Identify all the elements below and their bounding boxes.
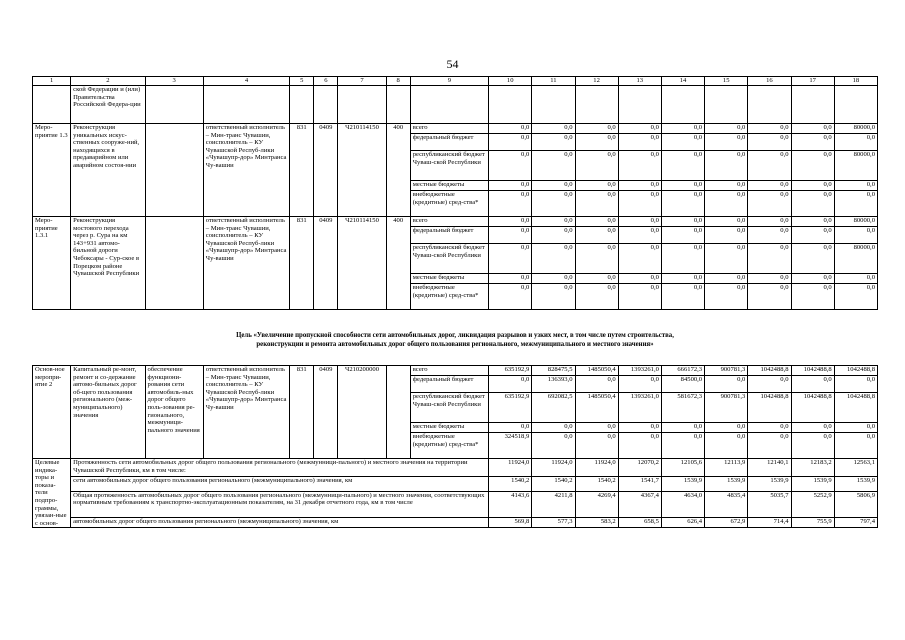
block-col3	[145, 124, 203, 217]
value-cell: 1539,9	[748, 477, 791, 491]
value-cell: 11924,0	[532, 459, 575, 477]
block-col7: Ч210200000	[338, 366, 386, 459]
header-cell: 9	[410, 77, 488, 86]
value-cell: 0,0	[489, 274, 532, 284]
indicator-text: автомобильных дорог общего пользования регионального (межмуниципального) значения, км	[71, 518, 489, 528]
value-cell: 11924,0	[489, 459, 532, 477]
value-cell: 12113,9	[705, 459, 748, 477]
value-cell: 1042488,8	[791, 366, 834, 376]
value-cell: 0,0	[748, 151, 791, 181]
value-cell: 0,0	[748, 274, 791, 284]
value-cell: 0,0	[618, 244, 661, 274]
value-cell: 1042488,8	[834, 393, 877, 423]
source-label: всего	[410, 124, 488, 134]
value-cell: 1539,9	[834, 477, 877, 491]
block-col7: Ч210114150	[338, 124, 386, 217]
value-cell: 0,0	[791, 151, 834, 181]
value-cell: 11924,0	[575, 459, 618, 477]
value-cell: 0,0	[791, 284, 834, 310]
value-cell: 0,0	[705, 181, 748, 191]
value-cell: 0,0	[489, 151, 532, 181]
value-cell: 0,0	[489, 244, 532, 274]
value-cell: 0,0	[575, 151, 618, 181]
value-cell: 0,0	[791, 124, 834, 134]
indicators-label: Целевые индика-торы и показа-тели подпро-граммы, увязан-ные с основ-	[33, 459, 71, 528]
block-col6: 0409	[314, 217, 338, 310]
value-cell: 136393,0	[532, 376, 575, 393]
value-cell: 0,0	[618, 274, 661, 284]
value-cell: 1540,2	[575, 477, 618, 491]
value-cell: 0,0	[834, 423, 877, 433]
value-cell: 5035,7	[748, 491, 791, 518]
block-col5: 831	[290, 366, 314, 459]
value-cell: 0,0	[705, 274, 748, 284]
value-cell: 0,0	[532, 124, 575, 134]
value-cell: 0,0	[575, 284, 618, 310]
value-cell: 0,0	[532, 274, 575, 284]
header-cell: 15	[705, 77, 748, 86]
value-cell: 12183,2	[791, 459, 834, 477]
value-cell: 0,0	[661, 134, 704, 151]
value-cell: 0,0	[791, 134, 834, 151]
value-cell: 0,0	[834, 433, 877, 459]
value-cell: 0,0	[532, 284, 575, 310]
block-col3	[145, 217, 203, 310]
value-cell: 1540,2	[489, 477, 532, 491]
value-cell: 0,0	[748, 244, 791, 274]
block-col4: ответственный исполнитель – Мин-транс Чувашии, соисполнитель – КУ Чувашской Респуб-лики «Чувашупр-дор» Минтранса Чу-вашии	[203, 217, 289, 310]
value-cell: 12140,1	[748, 459, 791, 477]
block-col2: Реконструкция мостового перехода через р. Сура на км 143+931 автомо-бильной дороги Чебоксары - Сур-ское в Порецком районе Чувашской Республики	[71, 217, 145, 310]
value-cell: 0,0	[748, 227, 791, 244]
value-cell: 0,0	[532, 134, 575, 151]
value-cell: 80000,0	[834, 244, 877, 274]
value-cell: 577,3	[532, 518, 575, 528]
value-cell: 0,0	[791, 433, 834, 459]
value-cell: 666172,3	[661, 366, 704, 376]
value-cell: 0,0	[791, 191, 834, 217]
value-cell: 0,0	[618, 433, 661, 459]
value-cell: 0,0	[834, 181, 877, 191]
value-cell: 0,0	[661, 433, 704, 459]
value-cell: 0,0	[489, 227, 532, 244]
value-cell: 0,0	[748, 284, 791, 310]
indicator-text: сети автомобильных дорог общего пользования регионального (межмуниципального) значения, км	[71, 477, 489, 491]
value-cell: 5806,9	[834, 491, 877, 518]
value-cell: 0,0	[532, 244, 575, 274]
value-cell: 0,0	[618, 227, 661, 244]
value-cell: 0,0	[661, 423, 704, 433]
budget-table	[32, 76, 878, 310]
value-cell: 0,0	[791, 217, 834, 227]
value-cell: 0,0	[489, 423, 532, 433]
value-cell: 0,0	[532, 423, 575, 433]
value-cell: 569,8	[489, 518, 532, 528]
value-cell: 581672,3	[661, 393, 704, 423]
value-cell: 0,0	[834, 227, 877, 244]
value-cell: 0,0	[748, 191, 791, 217]
value-cell: 1393261,0	[618, 366, 661, 376]
value-cell: 692082,5	[532, 393, 575, 423]
value-cell: 0,0	[575, 181, 618, 191]
value-cell: 80000,0	[834, 151, 877, 181]
value-cell: 0,0	[532, 181, 575, 191]
source-label: местные бюджеты	[410, 423, 488, 433]
value-cell: 0,0	[489, 376, 532, 393]
value-cell: 0,0	[661, 274, 704, 284]
value-cell: 672,9	[705, 518, 748, 528]
value-cell: 1042488,8	[748, 393, 791, 423]
source-label: всего	[410, 366, 488, 376]
value-cell: 0,0	[661, 181, 704, 191]
header-cell: 13	[618, 77, 661, 86]
value-cell: 0,0	[834, 274, 877, 284]
value-cell: 0,0	[532, 217, 575, 227]
value-cell: 900781,3	[705, 393, 748, 423]
value-cell: 0,0	[618, 181, 661, 191]
header-cell: 3	[145, 77, 203, 86]
value-cell: 1539,9	[791, 477, 834, 491]
value-cell: 12070,2	[618, 459, 661, 477]
value-cell: 324518,9	[489, 433, 532, 459]
block-col5: 831	[290, 124, 314, 217]
value-cell: 0,0	[834, 191, 877, 217]
value-cell: 0,0	[618, 423, 661, 433]
value-cell: 1393261,0	[618, 393, 661, 423]
source-label: федеральный бюджет	[410, 227, 488, 244]
value-cell: 1540,2	[532, 477, 575, 491]
value-cell: 0,0	[489, 217, 532, 227]
value-cell: 797,4	[834, 518, 877, 528]
value-cell: 0,0	[532, 227, 575, 244]
value-cell: 0,0	[575, 274, 618, 284]
value-cell: 0,0	[705, 124, 748, 134]
value-cell: 0,0	[705, 376, 748, 393]
value-cell: 1485050,4	[575, 366, 618, 376]
value-cell: 1539,9	[661, 477, 704, 491]
value-cell: 0,0	[575, 134, 618, 151]
block-col7: Ч210114150	[338, 217, 386, 310]
table-row	[33, 217, 878, 227]
value-cell: 0,0	[705, 227, 748, 244]
header-cell: 18	[834, 77, 877, 86]
block-col4: ответственный исполнитель – Мин-транс Чувашии, соисполнитель – КУ Чувашской Респуб-лики «Чувашупр-дор» Минтранса Чу-вашии	[203, 124, 289, 217]
block-col2: Капитальный ре-монт, ремонт и со-держание автомо-бильных дорог об-щего пользования регионального (меж-муниципального) значения	[71, 366, 145, 459]
value-cell: 0,0	[618, 124, 661, 134]
value-cell: 0,0	[791, 227, 834, 244]
source-label: местные бюджеты	[410, 181, 488, 191]
value-cell: 0,0	[834, 284, 877, 310]
source-label: местные бюджеты	[410, 274, 488, 284]
header-cell: 16	[748, 77, 791, 86]
block-col5: 831	[290, 217, 314, 310]
value-cell: 626,4	[661, 518, 704, 528]
value-cell: 714,4	[748, 518, 791, 528]
value-cell: 0,0	[748, 433, 791, 459]
value-cell: 0,0	[618, 151, 661, 181]
value-cell: 4211,8	[532, 491, 575, 518]
source-label: внебюджетные (кредитные) сред-ства*	[410, 433, 488, 459]
value-cell: 0,0	[575, 433, 618, 459]
value-cell: 0,0	[748, 181, 791, 191]
value-cell: 1042488,8	[791, 393, 834, 423]
value-cell: 0,0	[532, 191, 575, 217]
value-cell: 4143,6	[489, 491, 532, 518]
value-cell: 0,0	[748, 217, 791, 227]
block-col8: 400	[386, 217, 410, 310]
continuation-row	[33, 86, 878, 124]
source-label: федеральный бюджет	[410, 376, 488, 393]
value-cell: 4269,4	[575, 491, 618, 518]
value-cell: 1539,9	[705, 477, 748, 491]
value-cell: 0,0	[834, 376, 877, 393]
value-cell: 0,0	[705, 191, 748, 217]
value-cell: 0,0	[532, 433, 575, 459]
value-cell: 0,0	[575, 124, 618, 134]
table-row	[33, 366, 878, 376]
value-cell: 80000,0	[834, 217, 877, 227]
value-cell: 1042488,8	[834, 366, 877, 376]
indicator-row	[33, 518, 878, 528]
header-cell: 10	[489, 77, 532, 86]
value-cell: 5252,9	[791, 491, 834, 518]
value-cell: 0,0	[618, 191, 661, 217]
value-cell: 583,2	[575, 518, 618, 528]
block-col8: 400	[386, 124, 410, 217]
continuation-text: ской Федерации и (или) Правительства Российской Федера-ции	[71, 86, 145, 124]
value-cell: 0,0	[705, 134, 748, 151]
header-row	[33, 77, 878, 86]
value-cell: 0,0	[489, 134, 532, 151]
value-cell: 0,0	[705, 433, 748, 459]
value-cell: 0,0	[661, 217, 704, 227]
header-cell: 4	[203, 77, 289, 86]
value-cell: 0,0	[661, 284, 704, 310]
source-label: внебюджетные (кредитные) сред-ства*	[410, 191, 488, 217]
header-cell: 1	[33, 77, 71, 86]
value-cell: 0,0	[661, 227, 704, 244]
page-number: 54	[446, 57, 459, 71]
value-cell: 0,0	[705, 284, 748, 310]
value-cell: 0,0	[791, 181, 834, 191]
value-cell: 12563,1	[834, 459, 877, 477]
block-col3: обеспечение функциони-рования сети автомобиль-ных дорог общего поль-зования ре-гионального, межмуници-пального значения	[145, 366, 203, 459]
value-cell: 0,0	[489, 191, 532, 217]
value-cell: 0,0	[705, 151, 748, 181]
value-cell: 0,0	[791, 274, 834, 284]
goal-heading	[32, 332, 878, 349]
indicator-row	[33, 477, 878, 491]
value-cell: 1485050,4	[575, 393, 618, 423]
header-cell: 14	[661, 77, 704, 86]
header-cell: 5	[290, 77, 314, 86]
value-cell: 0,0	[791, 423, 834, 433]
value-cell: 0,0	[575, 227, 618, 244]
goal-line-1: Цель «Увеличение пропускной способности сети автомобильных дорог, ликвидация разрывов и узких мест, в том числе путем строительства,	[236, 332, 674, 339]
value-cell: 0,0	[618, 284, 661, 310]
indicator-text: Протяженность сети автомобильных дорог общего пользования регионального (межмунници-пального) и местного значения на территории Чувашской Республики, км в том числе:	[71, 459, 489, 477]
value-cell: 658,5	[618, 518, 661, 528]
value-cell: 0,0	[661, 191, 704, 217]
value-cell: 0,0	[661, 151, 704, 181]
value-cell: 84500,0	[661, 376, 704, 393]
value-cell: 0,0	[748, 376, 791, 393]
source-label: внебюджетные (кредитные) сред-ства*	[410, 284, 488, 310]
header-cell: 6	[314, 77, 338, 86]
value-cell: 0,0	[532, 151, 575, 181]
value-cell: 635192,9	[489, 393, 532, 423]
block-col1: Основ-ное меропри-ятие 2	[33, 366, 71, 459]
value-cell: 0,0	[705, 244, 748, 274]
value-cell: 0,0	[748, 134, 791, 151]
value-cell: 0,0	[618, 134, 661, 151]
goal-line-2: реконструкции и ремонта автомобильных дорог общего пользования регионального, межмуниципального и местного значения»	[256, 340, 654, 348]
value-cell: 900781,3	[705, 366, 748, 376]
header-cell: 17	[791, 77, 834, 86]
header-cell: 8	[386, 77, 410, 86]
value-cell: 0,0	[748, 423, 791, 433]
value-cell: 0,0	[575, 244, 618, 274]
value-cell: 0,0	[575, 191, 618, 217]
value-cell: 4835,4	[705, 491, 748, 518]
value-cell: 0,0	[661, 244, 704, 274]
block-col8	[386, 366, 410, 459]
table-row	[33, 124, 878, 134]
value-cell: 0,0	[489, 284, 532, 310]
value-cell: 0,0	[618, 217, 661, 227]
value-cell: 0,0	[661, 124, 704, 134]
source-label: республиканский бюджет Чуваш-ской Республики	[410, 244, 488, 274]
value-cell: 0,0	[575, 423, 618, 433]
value-cell: 0,0	[618, 376, 661, 393]
value-cell: 0,0	[705, 423, 748, 433]
source-label: всего	[410, 217, 488, 227]
header-cell: 12	[575, 77, 618, 86]
value-cell: 0,0	[575, 217, 618, 227]
value-cell: 755,9	[791, 518, 834, 528]
value-cell: 1042488,8	[748, 366, 791, 376]
block-col1: Меро-приятие 1.3	[33, 124, 71, 217]
header-cell: 11	[532, 77, 575, 86]
value-cell: 0,0	[489, 181, 532, 191]
source-label: республиканский бюджет Чуваш-ской Республики	[410, 393, 488, 423]
indicator-row	[33, 491, 878, 518]
block-col2: Реконструкция уникальных искус-ственных сооруже-ний, находящихся в предаварийном или аварийном состоя-нии	[71, 124, 145, 217]
value-cell: 0,0	[748, 124, 791, 134]
block-col4: ответственный исполнитель – Мин-транс Чувашии, соисполнитель – КУ Чувашской Респуб-лики «Чувашупр-дор» Минтранса Чу-вашии	[203, 366, 289, 459]
value-cell: 12105,6	[661, 459, 704, 477]
value-cell: 0,0	[575, 376, 618, 393]
block-col6: 0409	[314, 366, 338, 459]
value-cell: 0,0	[489, 124, 532, 134]
value-cell: 80000,0	[834, 124, 877, 134]
header-cell: 2	[71, 77, 145, 86]
indicator-row	[33, 459, 878, 477]
header-cell: 7	[338, 77, 386, 86]
value-cell: 0,0	[791, 376, 834, 393]
value-cell: 828475,5	[532, 366, 575, 376]
block-col6: 0409	[314, 124, 338, 217]
value-cell: 4367,4	[618, 491, 661, 518]
source-label: республиканский бюджет Чуваш-ской Республики	[410, 151, 488, 181]
value-cell: 4634,0	[661, 491, 704, 518]
value-cell: 635192,9	[489, 366, 532, 376]
value-cell: 1541,7	[618, 477, 661, 491]
value-cell: 0,0	[791, 244, 834, 274]
value-cell: 0,0	[834, 134, 877, 151]
block-col1: Меро-приятие 1.3.1	[33, 217, 71, 310]
indicator-text: Общая протяженность автомобильных дорог общего пользования регионального (межмунници-пального) и местного значения, соответствующих нормативным требованиям к транспортно-эксплуатационным показателям, на 31 декабря отчетного года, км в том числе	[71, 491, 489, 518]
budget-table-2	[32, 365, 878, 528]
source-label: федеральный бюджет	[410, 134, 488, 151]
value-cell: 0,0	[705, 217, 748, 227]
